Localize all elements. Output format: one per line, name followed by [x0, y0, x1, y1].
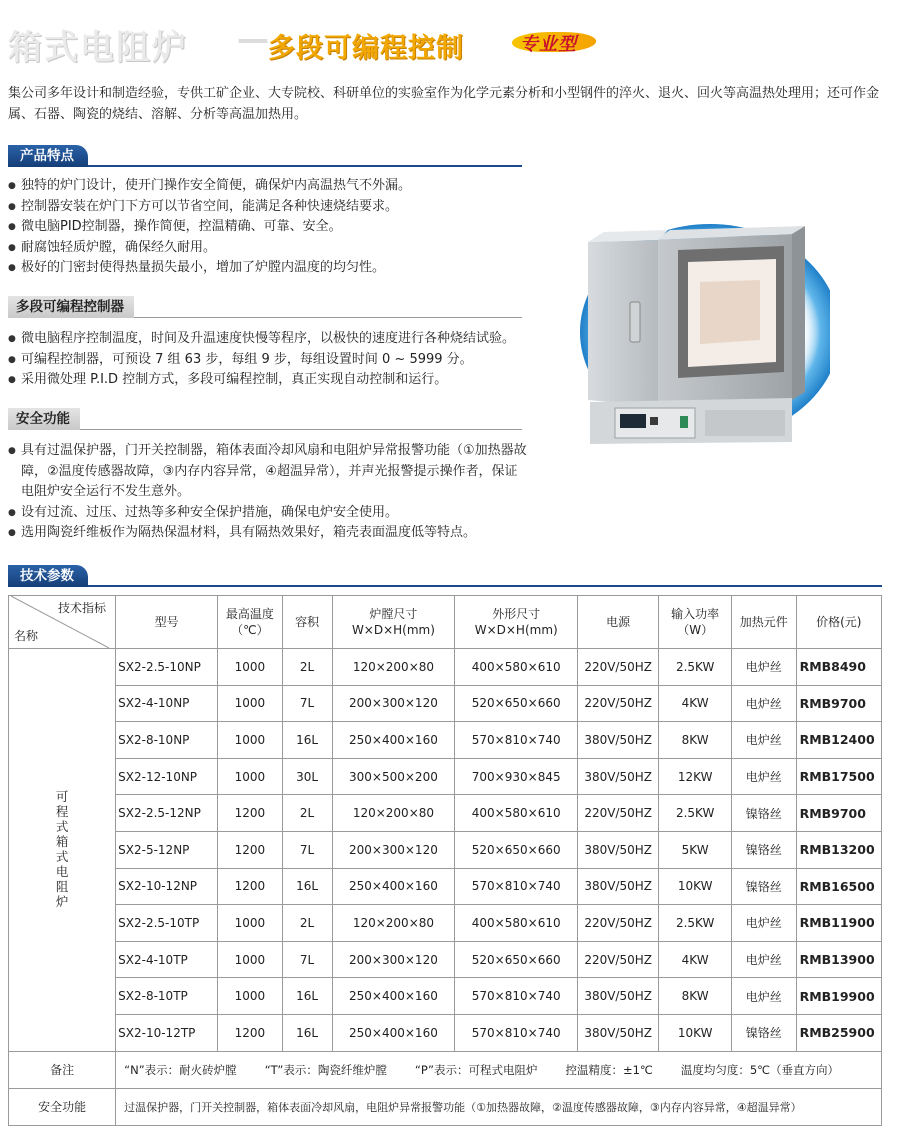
volume-cell: 7L — [282, 831, 332, 868]
table-row — [9, 905, 882, 942]
corner-top-label: 技术指标 — [57, 601, 106, 615]
table-row — [9, 722, 882, 759]
volume-cell: 16L — [282, 868, 332, 905]
bullet-item: ● 采用微处理 P.I.D 控制方式，多段可编程控制，真正实现自动控制和运行。 — [8, 370, 568, 391]
section-title: 产品特点 — [8, 145, 88, 167]
max-temp-cell: 1200 — [218, 831, 283, 868]
power-supply-cell: 380V/50HZ — [578, 868, 659, 905]
outer-size-cell: 520×650×660 — [455, 941, 578, 978]
max-temp-cell: 1000 — [218, 722, 283, 759]
power-supply-cell: 380V/50HZ — [578, 722, 659, 759]
remarks-label: 备注 — [9, 1051, 116, 1088]
model-cell: SX2-2.5-12NP — [116, 795, 218, 832]
heating-element-cell: 电炉丝 — [732, 905, 797, 942]
power-cell: 4KW — [659, 685, 732, 722]
model-cell: SX2-10-12TP — [116, 1014, 218, 1051]
column-header: 炉膛尺寸 W×D×H(mm) — [332, 596, 455, 649]
corner-bottom-label: 名称 — [14, 629, 39, 643]
power-supply-cell: 220V/50HZ — [578, 649, 659, 686]
section-rule — [8, 585, 882, 587]
power-cell: 2.5KW — [659, 905, 732, 942]
bullet-item: ● 选用陶瓷纤维板作为隔热保温材料，具有隔热效果好，箱壳表面温度低等特点。 — [8, 523, 528, 544]
heating-element-cell: 电炉丝 — [732, 941, 797, 978]
bullet-item: ● 可编程控制器，可预设 7 组 63 步，每组 9 步，每组设置时间 0 ~ 5999 分。 — [8, 350, 568, 371]
model-cell: SX2-2.5-10TP — [116, 905, 218, 942]
power-supply-cell: 380V/50HZ — [578, 831, 659, 868]
power-cell: 5KW — [659, 831, 732, 868]
power-cell: 4KW — [659, 941, 732, 978]
section-title: 技术参数 — [8, 565, 88, 587]
section-rule — [8, 429, 522, 430]
bullet-item: ● 微电脑PID控制器，操作简便，控温精确、可靠、安全。 — [8, 217, 568, 238]
page-title: 箱式电阻炉 — [8, 28, 188, 68]
safety-row — [9, 1088, 882, 1125]
max-temp-cell: 1000 — [218, 649, 283, 686]
heating-element-cell: 镍铬丝 — [732, 1014, 797, 1051]
price-cell: RMB9700 — [796, 795, 881, 832]
price-cell: RMB9700 — [796, 685, 881, 722]
bullet-item: ● 极好的门密封使得热量损失最小，增加了炉膛内温度的均匀性。 — [8, 258, 568, 279]
table-header-row — [9, 596, 882, 649]
outer-size-cell: 400×580×610 — [455, 649, 578, 686]
table-row — [9, 941, 882, 978]
power-supply-cell: 220V/50HZ — [578, 905, 659, 942]
programmable-list — [8, 329, 568, 391]
page-header — [0, 18, 900, 68]
chamber-size-cell: 300×500×200 — [332, 758, 455, 795]
price-cell: RMB11900 — [796, 905, 881, 942]
outer-size-cell: 520×650×660 — [455, 685, 578, 722]
table-row — [9, 978, 882, 1015]
section-header-specs — [8, 565, 882, 587]
remark-item: 温度均匀度：5℃（垂直方向） — [680, 1062, 840, 1077]
price-cell: RMB25900 — [796, 1014, 881, 1051]
section-header-features — [8, 145, 522, 167]
diagonal-header — [11, 596, 109, 648]
heating-element-cell: 电炉丝 — [732, 649, 797, 686]
bullet-item: ● 控制器安装在炉门下方可以节省空间，能满足各种快速烧结要求。 — [8, 197, 568, 218]
bullet-item: ● 具有过温保护器，门开关控制器，箱体表面冷却风扇和电阻炉异常报警功能（①加热器故障，②温度传感器故障，③内存内容异常，④超温异常），并声光报警提示操作者，保证电阻炉安全运行不发生意外。 — [8, 441, 528, 503]
power-supply-cell: 220V/50HZ — [578, 795, 659, 832]
remark-item: “N”表示：耐火砖炉膛 — [124, 1062, 237, 1077]
model-cell: SX2-8-10NP — [116, 722, 218, 759]
safety-label: 安全功能 — [9, 1088, 116, 1125]
column-header: 型号 — [116, 596, 218, 649]
outer-size-cell: 570×810×740 — [455, 1014, 578, 1051]
spec-table — [8, 595, 882, 1126]
price-cell: RMB13900 — [796, 941, 881, 978]
features-list — [8, 176, 568, 279]
outer-size-cell: 700×930×845 — [455, 758, 578, 795]
outer-size-cell: 570×810×740 — [455, 978, 578, 1015]
badge-label: 专业型 — [520, 34, 577, 55]
max-temp-cell: 1000 — [218, 978, 283, 1015]
price-cell: RMB8490 — [796, 649, 881, 686]
corner-header-cell — [9, 596, 116, 649]
power-cell: 2.5KW — [659, 649, 732, 686]
power-supply-cell: 380V/50HZ — [578, 1014, 659, 1051]
chamber-size-cell: 250×400×160 — [332, 722, 455, 759]
outer-size-cell: 400×580×610 — [455, 795, 578, 832]
column-header: 外形尺寸 W×D×H(mm) — [455, 596, 578, 649]
chamber-size-cell: 200×300×120 — [332, 831, 455, 868]
power-cell: 8KW — [659, 978, 732, 1015]
volume-cell: 7L — [282, 685, 332, 722]
table-row — [9, 1014, 882, 1051]
column-header: 容积 — [282, 596, 332, 649]
section-header-safety — [8, 408, 522, 430]
safety-list — [8, 441, 528, 544]
table-row — [9, 758, 882, 795]
section-header-programmable — [8, 296, 522, 318]
column-header: 价格(元) — [796, 596, 881, 649]
chamber-size-cell: 250×400×160 — [332, 978, 455, 1015]
power-cell: 10KW — [659, 868, 732, 905]
price-cell: RMB13200 — [796, 831, 881, 868]
power-cell: 12KW — [659, 758, 732, 795]
model-cell: SX2-12-10NP — [116, 758, 218, 795]
volume-cell: 30L — [282, 758, 332, 795]
volume-cell: 2L — [282, 795, 332, 832]
power-supply-cell: 220V/50HZ — [578, 941, 659, 978]
chamber-size-cell: 250×400×160 — [332, 868, 455, 905]
price-cell: RMB17500 — [796, 758, 881, 795]
chamber-size-cell: 120×200×80 — [332, 795, 455, 832]
furnace-illustration — [560, 222, 830, 452]
power-supply-cell: 380V/50HZ — [578, 978, 659, 1015]
chamber-size-cell: 120×200×80 — [332, 905, 455, 942]
heating-element-cell: 电炉丝 — [732, 978, 797, 1015]
table-row — [9, 868, 882, 905]
model-cell: SX2-5-12NP — [116, 831, 218, 868]
table-row — [9, 685, 882, 722]
volume-cell: 16L — [282, 722, 332, 759]
page-subtitle: 多段可编程控制 — [268, 33, 464, 64]
max-temp-cell: 1200 — [218, 795, 283, 832]
column-header: 电源 — [578, 596, 659, 649]
remark-item: “P”表示：可程式电阻炉 — [414, 1062, 538, 1077]
price-cell: RMB19900 — [796, 978, 881, 1015]
power-supply-cell: 220V/50HZ — [578, 685, 659, 722]
bullet-item: ● 耐腐蚀轻质炉膛，确保经久耐用。 — [8, 238, 568, 259]
column-header: 输入功率 （W） — [659, 596, 732, 649]
remarks-row — [9, 1051, 882, 1088]
volume-cell: 7L — [282, 941, 332, 978]
chamber-size-cell: 200×300×120 — [332, 941, 455, 978]
bullet-item: ● 设有过流、过压、过热等多种安全保护措施，确保电炉安全使用。 — [8, 503, 528, 524]
volume-cell: 2L — [282, 905, 332, 942]
section-title: 安全功能 — [8, 408, 80, 430]
volume-cell: 16L — [282, 978, 332, 1015]
max-temp-cell: 1200 — [218, 868, 283, 905]
intro-paragraph: 集公司多年设计和制造经验，专供工矿企业、大专院校、科研单位的实验室作为化学元素分析和小型钢件的淬火、退火、回火等高温热处理用；还可作金属、石器、陶瓷的烧结、溶解、分析等高温加热用。 — [8, 86, 880, 122]
max-temp-cell: 1000 — [218, 758, 283, 795]
volume-cell: 16L — [282, 1014, 332, 1051]
column-header: 加热元件 — [732, 596, 797, 649]
table-row — [9, 795, 882, 832]
power-cell: 8KW — [659, 722, 732, 759]
model-cell: SX2-10-12NP — [116, 868, 218, 905]
remark-item: 控温精度：±1℃ — [565, 1062, 653, 1077]
bullet-item: ● 独特的炉门设计，使开门操作安全简便，确保炉内高温热气不外漏。 — [8, 176, 568, 197]
price-cell: RMB12400 — [796, 722, 881, 759]
category-label: 可程式箱式电阻炉 — [55, 789, 69, 910]
column-header: 最高温度 （℃） — [218, 596, 283, 649]
max-temp-cell: 1000 — [218, 941, 283, 978]
heating-element-cell: 电炉丝 — [732, 758, 797, 795]
remarks-content — [116, 1051, 882, 1088]
chamber-size-cell: 120×200×80 — [332, 649, 455, 686]
heating-element-cell: 电炉丝 — [732, 722, 797, 759]
chamber-size-cell: 250×400×160 — [332, 1014, 455, 1051]
power-supply-cell: 380V/50HZ — [578, 758, 659, 795]
volume-cell: 2L — [282, 649, 332, 686]
power-cell: 2.5KW — [659, 795, 732, 832]
max-temp-cell: 1000 — [218, 905, 283, 942]
price-cell: RMB16500 — [796, 868, 881, 905]
power-cell: 10KW — [659, 1014, 732, 1051]
outer-size-cell: 400×580×610 — [455, 905, 578, 942]
title-dash: — — [237, 20, 269, 58]
outer-size-cell: 520×650×660 — [455, 831, 578, 868]
chamber-size-cell: 200×300×120 — [332, 685, 455, 722]
heating-element-cell: 镍铬丝 — [732, 831, 797, 868]
heating-element-cell: 镍铬丝 — [732, 868, 797, 905]
category-cell — [9, 649, 116, 1052]
max-temp-cell: 1200 — [218, 1014, 283, 1051]
model-cell: SX2-4-10TP — [116, 941, 218, 978]
max-temp-cell: 1000 — [218, 685, 283, 722]
outer-size-cell: 570×810×740 — [455, 868, 578, 905]
heating-element-cell: 镍铬丝 — [732, 795, 797, 832]
model-cell: SX2-4-10NP — [116, 685, 218, 722]
bullet-item: ● 微电脑程序控制温度，时间及升温速度快慢等程序，以极快的速度进行各种烧结试验。 — [8, 329, 568, 350]
safety-content: 过温保护器，门开关控制器，箱体表面冷却风扇，电阻炉异常报警功能（①加热器故障，②温度传感器故障，③内存内容异常，④超温异常） — [116, 1088, 882, 1125]
model-cell: SX2-8-10TP — [116, 978, 218, 1015]
pro-badge — [512, 26, 596, 56]
furnace-product-image — [560, 222, 830, 452]
model-cell: SX2-2.5-10NP — [116, 649, 218, 686]
outer-size-cell: 570×810×740 — [455, 722, 578, 759]
table-row — [9, 649, 882, 686]
heating-element-cell: 电炉丝 — [732, 685, 797, 722]
table-row — [9, 831, 882, 868]
remark-item: “T”表示：陶瓷纤维炉膛 — [264, 1062, 387, 1077]
section-title: 多段可编程控制器 — [8, 296, 134, 318]
